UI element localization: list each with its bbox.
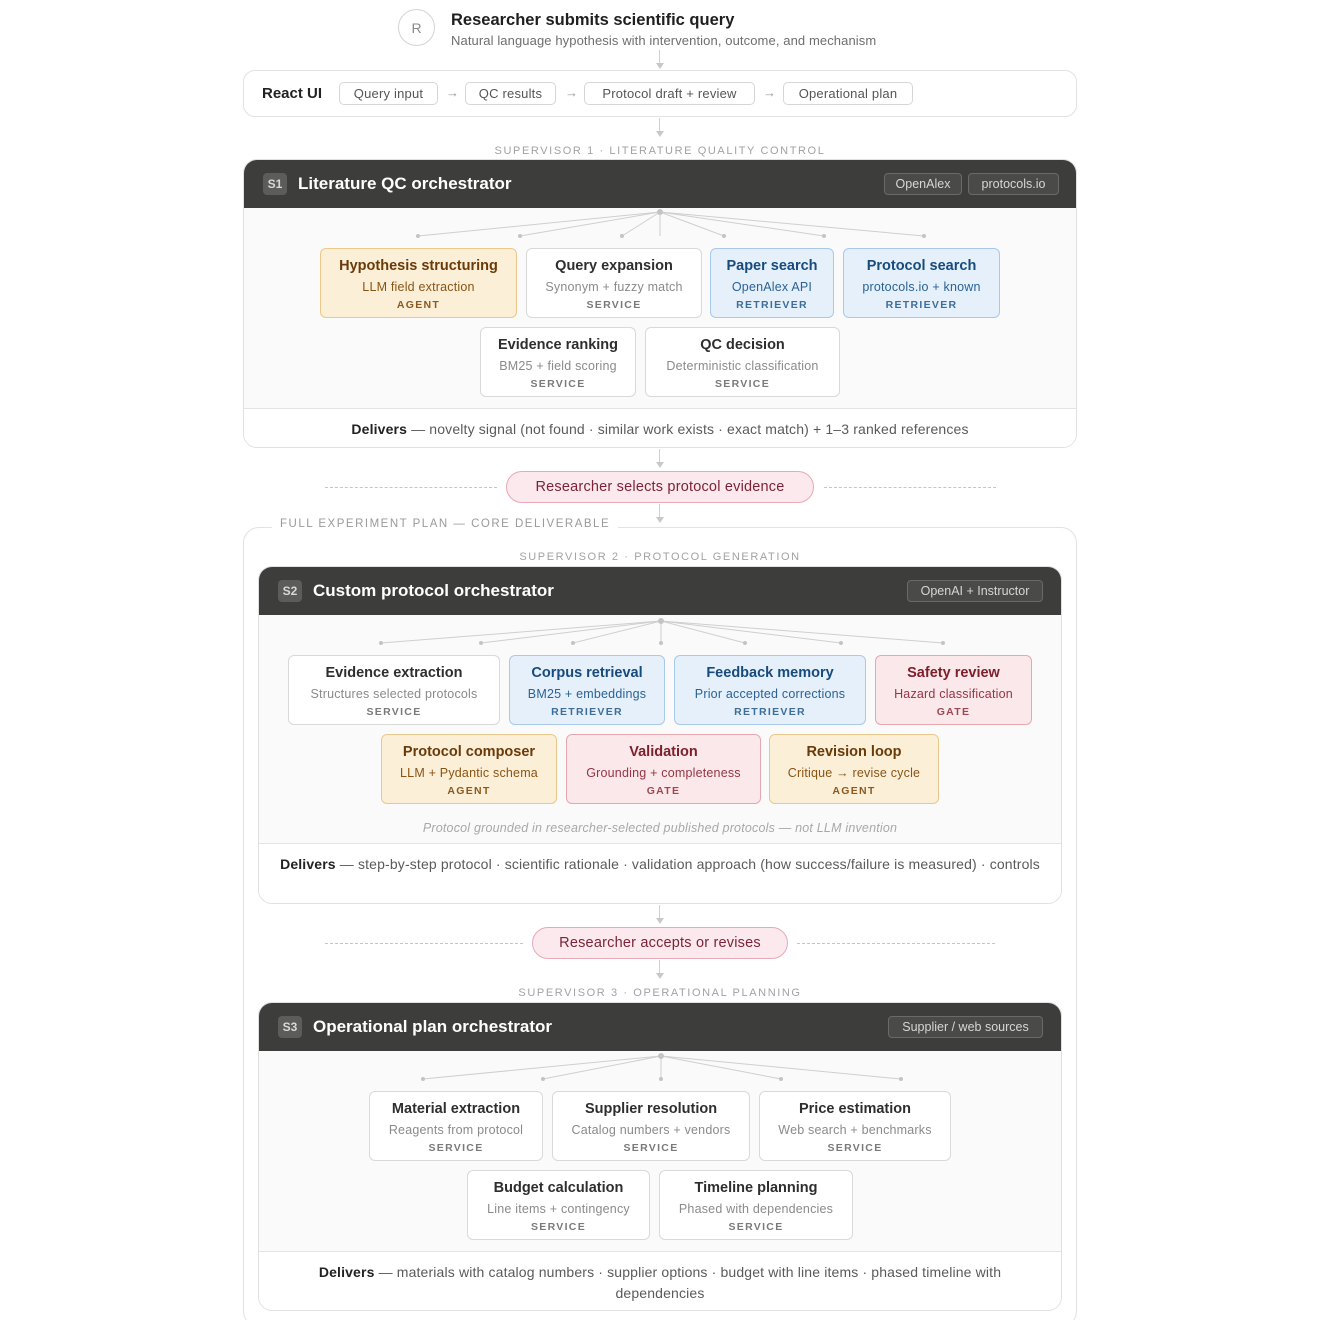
node-subtitle: Web search + benchmarks	[778, 1123, 932, 1137]
node-kind: RETRIEVER	[734, 706, 806, 718]
delivers-text: — step-by-step protocol · scientific rationale · validation approach (how success/failure is measured) · controls	[335, 856, 1040, 872]
arrow-right-icon: →	[565, 85, 578, 100]
tool-pill-protocols-io: protocols.io	[968, 173, 1059, 195]
node-subtitle: Prior accepted corrections	[694, 687, 846, 701]
node-query-expansion[interactable]	[526, 248, 702, 318]
node-title: Supplier resolution	[584, 1101, 718, 1117]
react-ui-label: React UI	[262, 85, 323, 102]
node-kind: SERVICE	[623, 1142, 679, 1154]
researcher-avatar: R	[398, 9, 435, 46]
node-material-extraction[interactable]	[369, 1091, 543, 1161]
delivers-row	[259, 843, 1061, 904]
node-kind: GATE	[936, 706, 971, 718]
query-title: Researcher submits scientific query	[451, 11, 735, 29]
supervisor-1-label: SUPERVISOR 1 · LITERATURE QUALITY CONTROL	[494, 145, 826, 157]
delivers-text: — materials with catalog numbers · supplier options · budget with line items · phased timeline with dependencies	[374, 1264, 1002, 1301]
block-header	[259, 567, 1061, 615]
connector-arrow	[656, 131, 664, 137]
checkpoint-accept-revise[interactable]: Researcher accepts or revises	[532, 927, 788, 959]
node-subtitle: Reagents from protocol	[388, 1123, 524, 1137]
block-title: Custom protocol orchestrator	[313, 581, 554, 600]
node-qc-decision[interactable]	[645, 327, 840, 397]
tool-pill-openalex: OpenAlex	[884, 173, 962, 195]
connector-line	[659, 960, 660, 974]
node-title: Query expansion	[555, 258, 673, 274]
connector-arrow	[656, 918, 664, 924]
block-body	[259, 615, 1061, 843]
node-kind: SERVICE	[530, 378, 586, 390]
checkpoint-dash-right	[824, 487, 996, 488]
node-price-estimation[interactable]	[759, 1091, 951, 1161]
node-paper-search[interactable]	[710, 248, 834, 318]
node-subtitle: BM25 + embeddings	[527, 687, 647, 701]
block-title: Operational plan orchestrator	[313, 1017, 552, 1036]
node-kind: RETRIEVER	[551, 706, 623, 718]
fan-connectors	[244, 208, 1077, 248]
checkpoint-dash-left	[325, 943, 523, 944]
node-subtitle: protocols.io + known	[862, 280, 981, 294]
node-kind: AGENT	[447, 785, 491, 797]
node-title: Validation	[629, 744, 698, 760]
node-validation[interactable]	[566, 734, 761, 804]
node-kind: SERVICE	[428, 1142, 484, 1154]
checkpoint-dash-left	[325, 487, 497, 488]
node-title: Budget calculation	[493, 1180, 624, 1196]
node-kind: SERVICE	[366, 706, 422, 718]
node-kind: SERVICE	[586, 299, 642, 311]
ui-step-protocol-draft[interactable]: Protocol draft + review	[584, 82, 755, 105]
ui-step-qc-results[interactable]: QC results	[465, 82, 556, 105]
delivers-row	[244, 408, 1076, 448]
node-protocol-composer[interactable]	[381, 734, 557, 804]
delivers-row	[259, 1251, 1061, 1311]
supervisor-3-label: SUPERVISOR 3 · OPERATIONAL PLANNING	[518, 987, 802, 999]
block-header	[259, 1003, 1061, 1051]
node-subtitle: LLM field extraction	[362, 280, 475, 294]
node-corpus-retrieval[interactable]	[509, 655, 665, 725]
ui-step-operational-plan[interactable]: Operational plan	[783, 82, 913, 105]
block-title: Literature QC orchestrator	[298, 174, 512, 193]
grounding-note: Protocol grounded in researcher-selected published protocols — not LLM invention	[422, 821, 898, 835]
node-title: Evidence extraction	[325, 665, 463, 681]
node-title: Corpus retrieval	[531, 665, 643, 681]
node-timeline-planning[interactable]	[659, 1170, 853, 1240]
connector-line	[659, 50, 660, 64]
node-title: Paper search	[726, 258, 818, 274]
node-title: Timeline planning	[694, 1180, 818, 1196]
block-header	[244, 160, 1076, 208]
supervisor-badge: S3	[278, 1016, 302, 1038]
delivers-text: — novelty signal (not found · similar work exists · exact match) + 1–3 ranked references	[407, 421, 969, 437]
node-subtitle: Grounding + completeness	[586, 766, 741, 780]
node-subtitle: Structures selected protocols	[310, 687, 478, 701]
node-title: Price estimation	[798, 1101, 911, 1117]
node-subtitle: Synonym + fuzzy match	[545, 280, 683, 294]
node-evidence-ranking[interactable]	[480, 327, 636, 397]
node-kind: RETRIEVER	[885, 299, 958, 311]
fan-connectors	[259, 615, 1062, 655]
node-title: Feedback memory	[706, 665, 834, 681]
supervisor-badge: S2	[278, 580, 302, 602]
connector-arrow	[656, 973, 664, 979]
connector-arrow	[656, 63, 664, 69]
node-safety-review[interactable]	[875, 655, 1032, 725]
node-kind: AGENT	[396, 299, 441, 311]
node-title: QC decision	[700, 337, 785, 353]
connector-line	[659, 504, 660, 518]
ui-step-query-input[interactable]: Query input	[339, 82, 438, 105]
connector-line	[659, 905, 660, 919]
node-title: Evidence ranking	[497, 337, 619, 353]
node-evidence-extraction[interactable]	[288, 655, 500, 725]
node-subtitle: Deterministic classification	[666, 359, 819, 373]
node-title: Protocol search	[866, 258, 977, 274]
full-plan-label: FULL EXPERIMENT PLAN — CORE DELIVERABLE	[272, 518, 618, 530]
supervisor-2-label: SUPERVISOR 2 · PROTOCOL GENERATION	[519, 551, 801, 563]
node-kind: SERVICE	[714, 378, 770, 390]
node-title: Protocol composer	[402, 744, 536, 760]
node-title: Hypothesis structuring	[339, 258, 498, 274]
node-revision-loop[interactable]	[769, 734, 939, 804]
fan-connectors	[259, 1051, 1062, 1091]
node-title: Safety review	[907, 665, 1000, 681]
checkpoint-select-evidence[interactable]: Researcher selects protocol evidence	[506, 471, 814, 503]
node-subtitle: Hazard classification	[894, 687, 1013, 701]
delivers-label: Delivers	[351, 421, 408, 437]
node-subtitle: OpenAlex API	[731, 280, 813, 294]
connector-line	[659, 449, 660, 463]
delivers-label: Delivers	[318, 1264, 375, 1280]
node-kind: SERVICE	[728, 1221, 784, 1233]
node-subtitle: BM25 + field scoring	[499, 359, 617, 373]
node-hypothesis-structuring[interactable]	[320, 248, 517, 318]
tool-pill-supplier-web: Supplier / web sources	[888, 1016, 1043, 1038]
node-kind: AGENT	[832, 785, 876, 797]
arrow-right-icon: →	[763, 85, 776, 100]
node-kind: GATE	[646, 785, 681, 797]
node-subtitle: LLM + Pydantic schema	[400, 766, 538, 780]
node-kind: SERVICE	[530, 1221, 586, 1233]
node-kind: SERVICE	[827, 1142, 883, 1154]
connector-arrow	[656, 517, 664, 523]
node-subtitle: Line items + contingency	[487, 1202, 630, 1216]
arrow-right-icon: →	[446, 85, 459, 100]
supervisor-badge: S1	[263, 173, 287, 195]
node-title: Revision loop	[806, 744, 902, 760]
node-subtitle: Critique → revise cycle	[787, 766, 921, 780]
connector-arrow	[656, 462, 664, 468]
checkpoint-dash-right	[797, 943, 995, 944]
node-subtitle: Catalog numbers + vendors	[571, 1123, 731, 1137]
node-kind: RETRIEVER	[736, 299, 808, 311]
query-subtitle: Natural language hypothesis with intervention, outcome, and mechanism	[451, 33, 877, 48]
node-title: Material extraction	[391, 1101, 521, 1117]
node-protocol-search[interactable]	[843, 248, 1000, 318]
node-subtitle: Phased with dependencies	[678, 1202, 834, 1216]
node-supplier-resolution[interactable]	[552, 1091, 750, 1161]
tool-pill-openai-instructor: OpenAI + Instructor	[907, 580, 1043, 602]
node-budget-calculation[interactable]	[467, 1170, 650, 1240]
node-feedback-memory[interactable]	[674, 655, 866, 725]
connector-line	[659, 118, 660, 132]
delivers-label: Delivers	[280, 856, 336, 872]
